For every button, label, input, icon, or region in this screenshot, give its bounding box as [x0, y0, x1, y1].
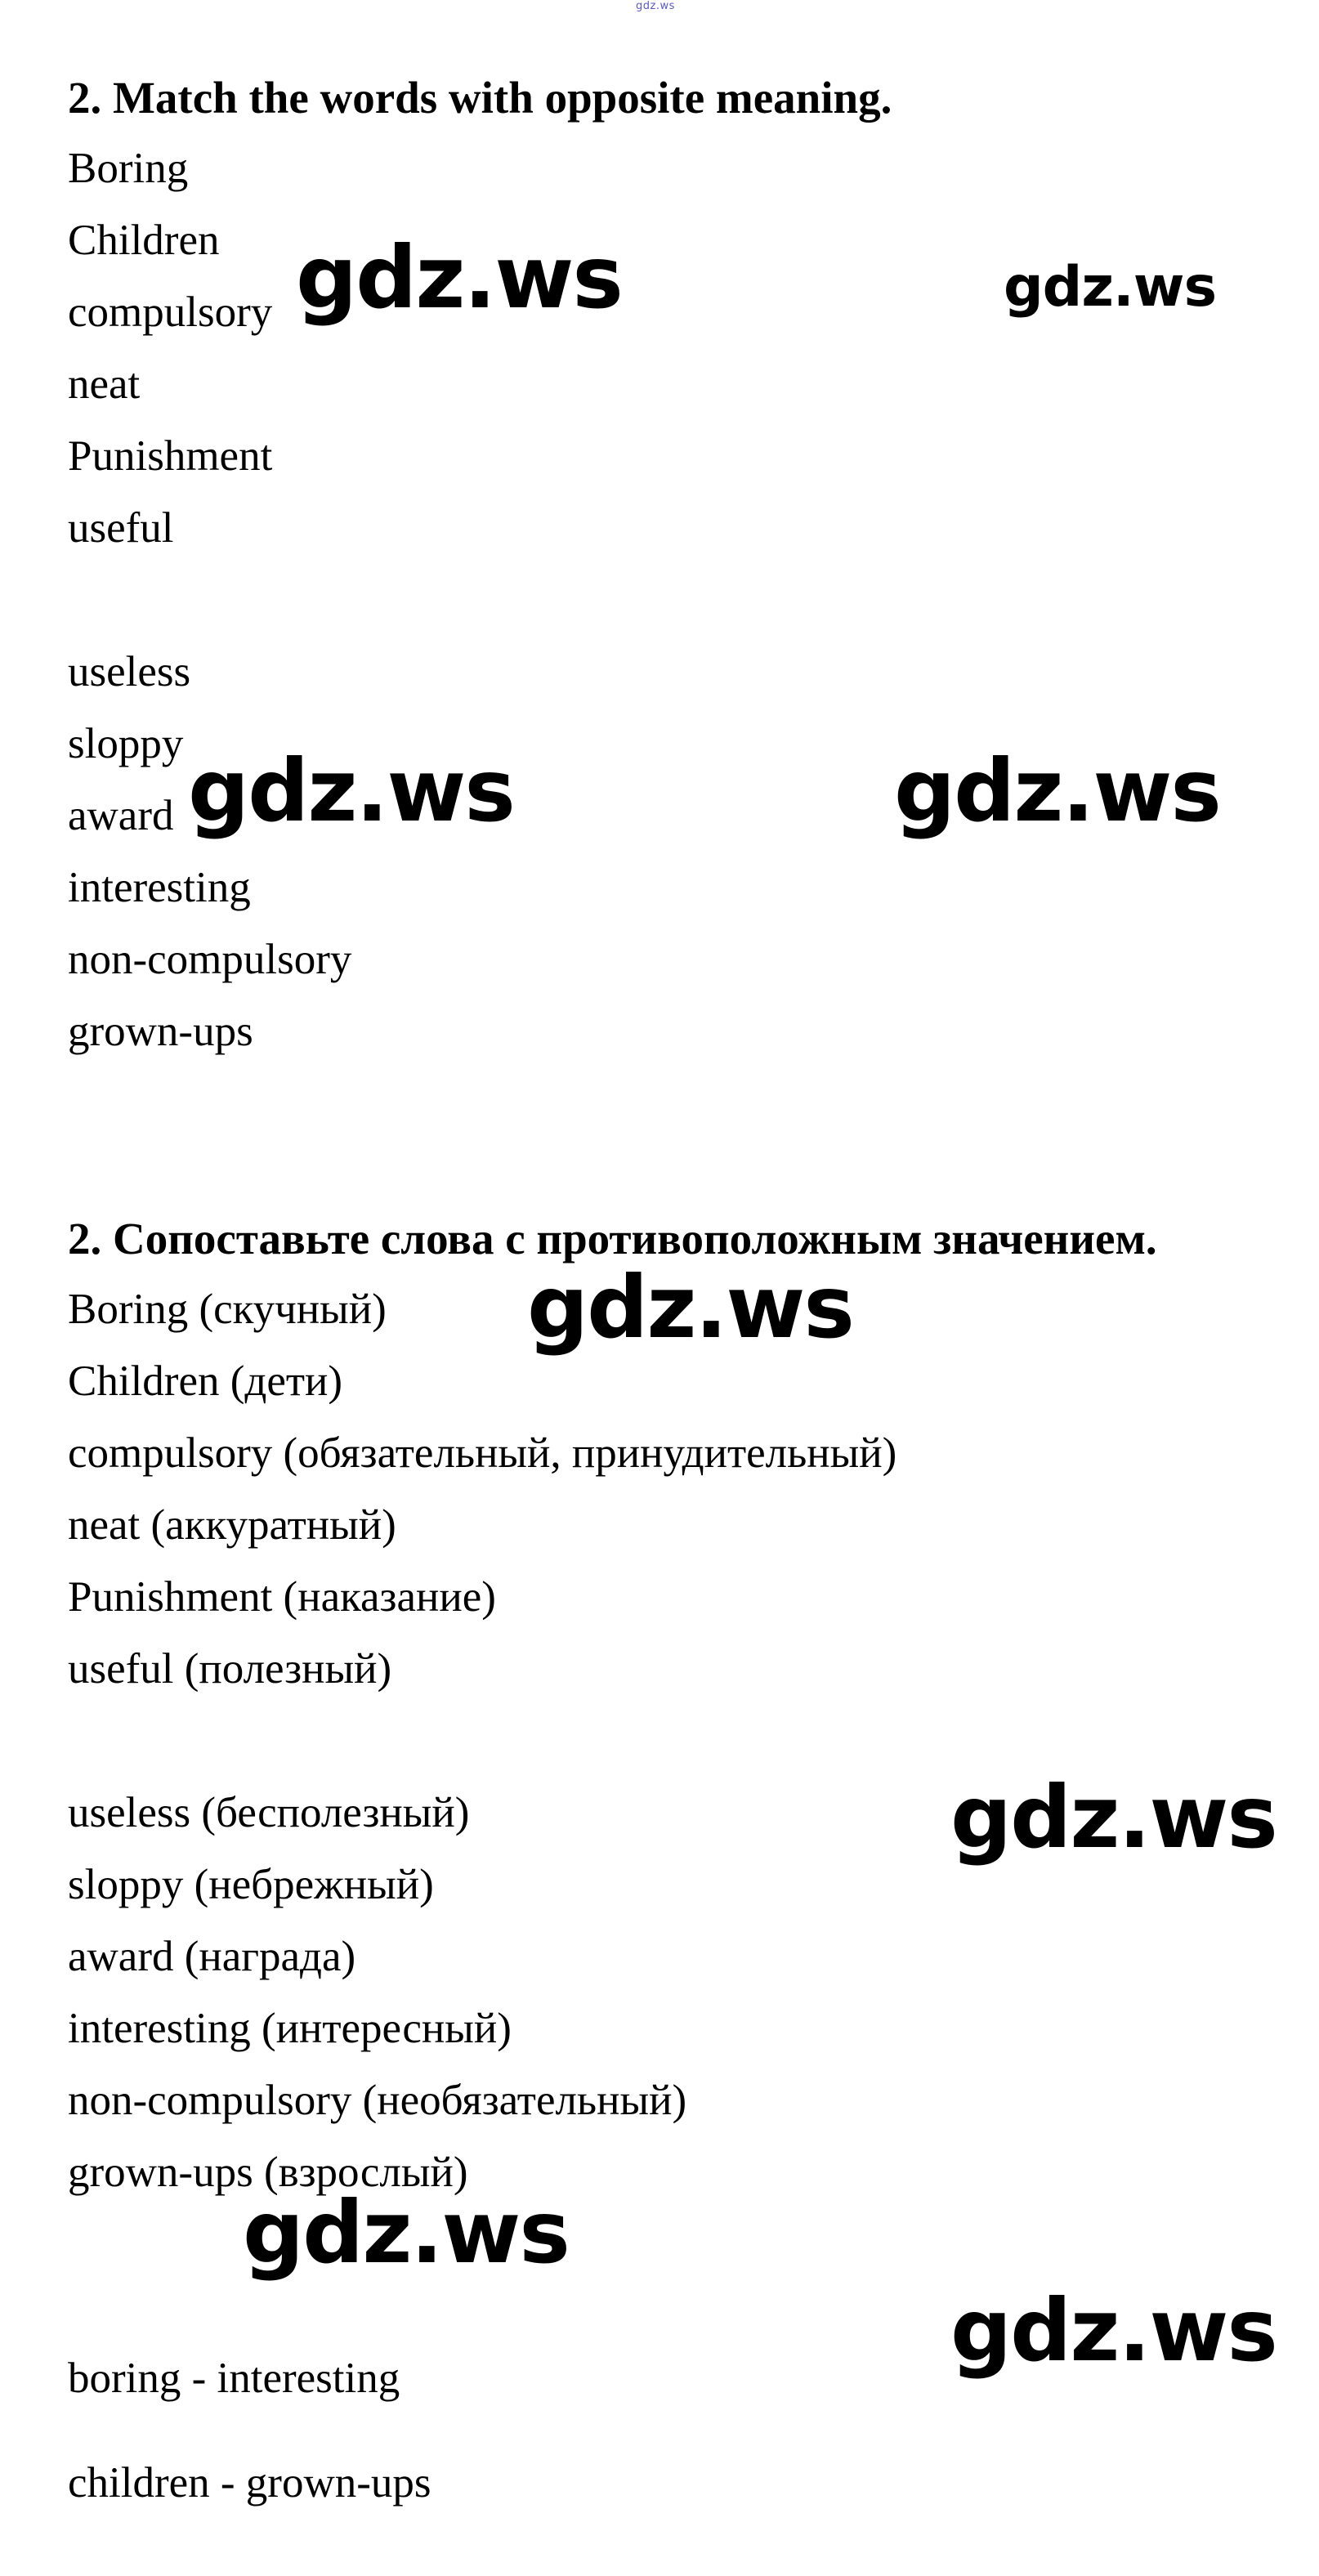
list-item: neat — [68, 360, 141, 408]
list-item: interesting — [68, 864, 251, 911]
list-item: award — [68, 792, 174, 839]
watermark: gdz.ws — [950, 2281, 1277, 2381]
list-item: Boring (скучный) — [68, 1286, 387, 1333]
list-item: Punishment — [68, 432, 273, 480]
list-item: interesting (интересный) — [68, 2005, 512, 2052]
exercise-heading-ru: 2. Сопоставьте слова с противоположным значением. — [68, 1214, 1157, 1263]
exercise-heading-en: 2. Match the words with opposite meaning. — [68, 73, 892, 123]
answer-pair: children - grown-ups — [68, 2459, 431, 2507]
list-item: compulsory — [68, 288, 273, 336]
header-watermark: gdz.ws — [636, 0, 675, 12]
list-item: useful — [68, 504, 174, 552]
list-item: grown-ups — [68, 1008, 253, 1055]
watermark: gdz.ws — [1004, 255, 1217, 320]
list-item: non-compulsory (необязательный) — [68, 2077, 687, 2124]
list-item: neat (аккуратный) — [68, 1501, 396, 1549]
list-item: sloppy (небрежный) — [68, 1861, 434, 1908]
watermark: gdz.ws — [296, 228, 622, 328]
list-item: useless — [68, 648, 191, 695]
list-item: compulsory (обязательный, принудительный) — [68, 1429, 897, 1477]
list-item: useless (бесполезный) — [68, 1789, 470, 1836]
list-item: Boring — [68, 145, 189, 192]
watermark: gdz.ws — [527, 1258, 853, 1357]
list-item: non-compulsory — [68, 936, 352, 983]
watermark: gdz.ws — [188, 741, 514, 841]
list-item: Children (дети) — [68, 1357, 343, 1405]
list-item: Children — [68, 217, 220, 264]
answer-pair: boring - interesting — [68, 2355, 400, 2402]
list-item: Punishment (наказание) — [68, 1573, 496, 1621]
watermark: gdz.ws — [950, 1768, 1277, 1867]
watermark: gdz.ws — [243, 2183, 569, 2283]
list-item: sloppy — [68, 720, 184, 767]
list-item: award (награда) — [68, 1933, 356, 1980]
list-item: useful (полезный) — [68, 1645, 392, 1693]
list-item: grown-ups (взрослый) — [68, 2149, 468, 2196]
watermark: gdz.ws — [894, 741, 1220, 841]
